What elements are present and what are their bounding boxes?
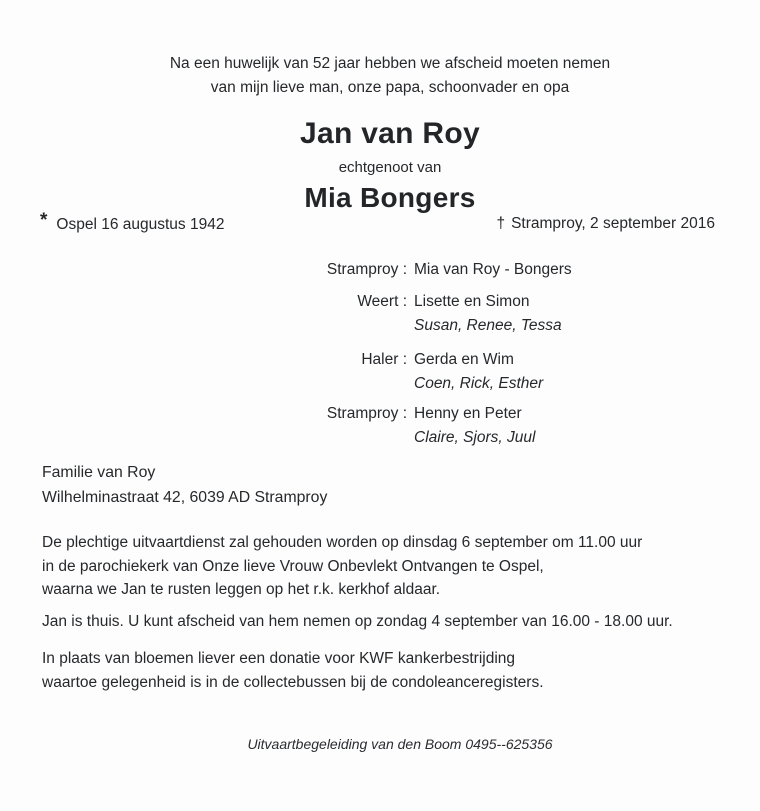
spouse-name: Mia Bongers [304,182,476,213]
names-block [20,116,760,214]
death-info [496,213,715,236]
family-names [414,348,760,396]
dates-row [40,210,715,236]
address-line-2: Wilhelminastraat 42, 6039 AD Stramproy [42,489,328,506]
death-dagger-symbol: † [496,215,506,232]
family-names-line: Gerda en Wim [414,351,514,368]
correspondence-address [42,460,327,510]
family-row [40,290,760,338]
birth-asterisk-symbol: * [40,210,48,231]
relation-line: echtgenoot van [338,159,442,176]
family-names [414,290,760,338]
family-names-line: Mia van Roy - Bongers [414,261,572,278]
family-names [414,258,760,282]
service-paragraph [42,531,642,602]
family-row [40,258,760,282]
intro-text [20,52,760,99]
funeral-director-footer: Uitvaartbegeleiding van den Boom 0495--625356 [247,736,553,752]
donation-line-2: waartoe gelegenheid is in de collectebussen bij de condoleanceregisters. [42,673,544,691]
family-names-line: Lisette en Simon [414,293,530,310]
birth-text: Ospel 16 augustus 1942 [56,216,225,233]
service-line-1: De plechtige uitvaartdienst zal gehouden worden op dinsdag 6 september om 11.00 uur [42,534,643,551]
birth-info [40,210,225,236]
place-label: Haler : [361,351,407,368]
intro-line-1: Na een huwelijk van 52 jaar hebben we afscheid moeten nemen [169,55,611,72]
deceased-name: Jan van Roy [299,117,481,150]
children-names: Susan, Renee, Tessa [414,317,562,334]
intro-line-2: van mijn lieve man, onze papa, schoonvader en opa [210,78,570,96]
family-list [40,258,760,450]
place-label: Stramproy : [326,405,407,422]
place-label: Weert : [357,293,407,310]
family-row [40,402,760,450]
family-names [414,402,760,450]
death-text: Stramproy, 2 september 2016 [511,215,715,232]
visitation-line-1: Jan is thuis. U kunt afscheid van hem nemen op zondag 4 september van 16.00 - 18.00 uur. [42,613,673,630]
visitation-paragraph [42,610,673,634]
place-label: Stramproy : [326,261,407,278]
donation-paragraph [42,647,544,694]
donation-line-1: In plaats van bloemen liever een donatie voor KWF kankerbestrijding [42,650,516,667]
family-names-line: Henny en Peter [414,405,522,422]
service-line-2: in de parochiekerk van Onze lieve Vrouw Onbevlekt Ontvangen te Ospel, [42,557,544,575]
service-line-3: waarna we Jan te rusten leggen op het r.k. kerkhof aldaar. [42,581,441,598]
address-line-1: Familie van Roy [42,464,156,481]
children-names: Coen, Rick, Esther [414,375,544,392]
family-row [40,348,760,396]
children-names: Claire, Sjors, Juul [414,429,536,446]
